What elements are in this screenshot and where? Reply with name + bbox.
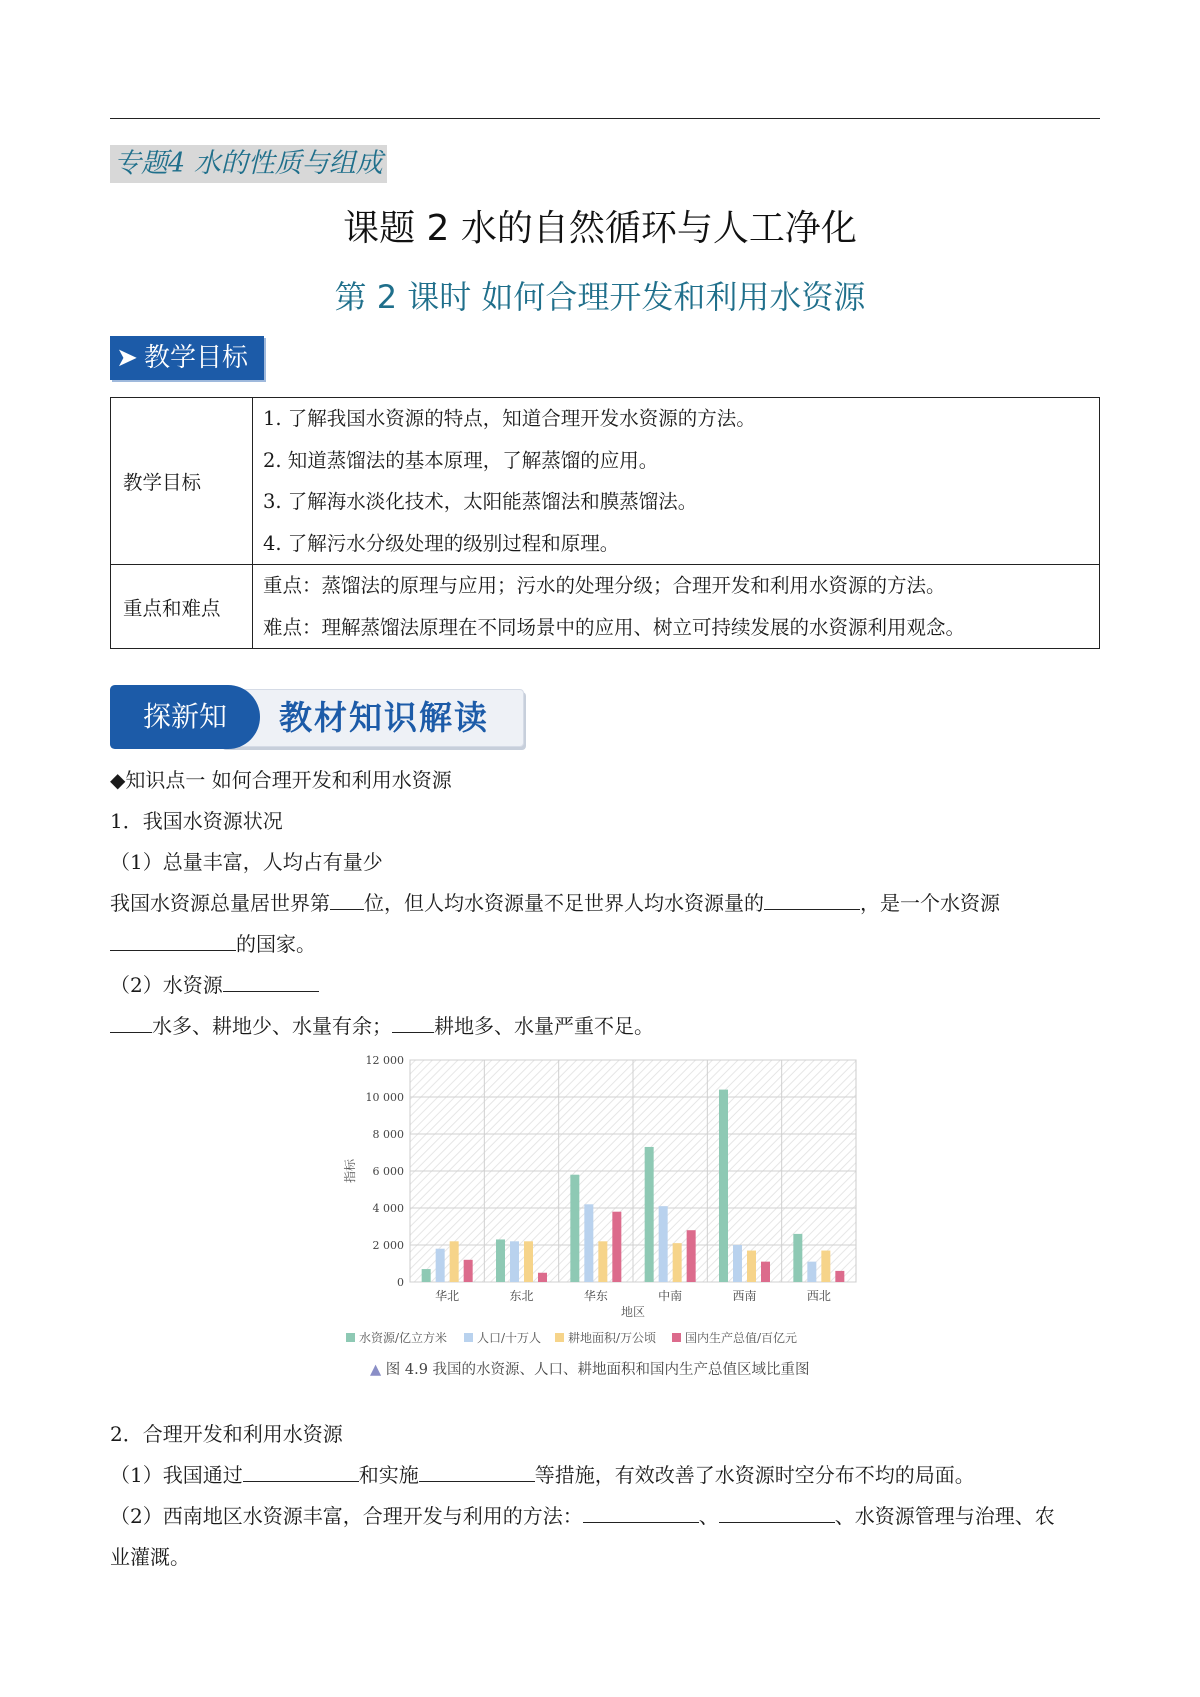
- fill-in-sentence-1: [110, 887, 1000, 916]
- text-segment: ，是一个水资源: [860, 891, 1000, 915]
- objectives-banner: [110, 336, 264, 380]
- chevron-right-icon: ➤: [116, 343, 138, 373]
- topic-tag: 专题4 水的性质与组成: [110, 145, 387, 183]
- goal-line: 3. 了解海水淡化技术，太阳能蒸馏法和膜蒸馏法。: [263, 490, 698, 513]
- bar: [584, 1204, 593, 1282]
- bar: [570, 1175, 579, 1282]
- y-axis-label: 指标: [343, 1158, 357, 1184]
- bar: [821, 1251, 830, 1282]
- text-segment: 、水资源管理与治理、农: [834, 1504, 1055, 1528]
- legend-label: 国内生产总值/百亿元: [685, 1331, 798, 1345]
- bar: [598, 1241, 607, 1282]
- y-tick-label: 4 000: [372, 1202, 404, 1215]
- water-resources-chart: [340, 1050, 880, 1385]
- bar: [807, 1262, 816, 1282]
- text-segment: （2）水资源: [110, 973, 223, 997]
- legend-label: 人口/十万人: [477, 1331, 542, 1345]
- bar: [761, 1262, 770, 1282]
- goals-cell: [253, 398, 1100, 565]
- bar: [510, 1241, 519, 1282]
- goal-line: 1. 了解我国水资源的特点，知道合理开发水资源的方法。: [263, 407, 756, 430]
- header-rule: [110, 118, 1100, 119]
- text-segment: 位，但人均水资源量不足世界人均水资源量的: [364, 891, 764, 915]
- text-segment: （2）西南地区水资源丰富，合理开发与利用的方法：: [110, 1504, 583, 1528]
- bar: [524, 1241, 533, 1282]
- answer-blank[interactable]: [719, 1502, 835, 1523]
- bar: [687, 1230, 696, 1282]
- table-row: [111, 565, 1100, 649]
- objectives-banner-label: 教学目标: [144, 343, 249, 373]
- triangle-icon: ▲: [370, 1362, 382, 1378]
- y-tick-label: 0: [397, 1276, 404, 1289]
- fill-in-sentence-2: [110, 928, 316, 957]
- y-tick-label: 10 000: [365, 1091, 404, 1104]
- answer-blank[interactable]: [764, 889, 860, 910]
- x-tick-label: 华东: [583, 1289, 608, 1303]
- bar: [464, 1260, 473, 1282]
- answer-blank[interactable]: [110, 1012, 152, 1033]
- goal-line: 2. 知道蒸馏法的基本原理，了解蒸馏的应用。: [263, 448, 659, 472]
- answer-blank[interactable]: [419, 1461, 535, 1482]
- knowledge-point-title: ◆知识点一 如何合理开发和利用水资源: [110, 768, 452, 792]
- key-point-line: 重点：蒸馏法的原理与应用；污水的处理分级；合理开发和利用水资源的方法。: [263, 574, 946, 597]
- bar: [673, 1243, 682, 1282]
- legend-swatch: [346, 1333, 355, 1342]
- y-tick-label: 6 000: [372, 1165, 404, 1178]
- y-tick-label: 12 000: [365, 1054, 404, 1067]
- row-label-goals: 教学目标: [111, 398, 253, 565]
- bar: [538, 1273, 547, 1282]
- bar: [719, 1090, 728, 1282]
- answer-blank[interactable]: [583, 1502, 699, 1523]
- text-segment: 和实施: [358, 1463, 419, 1487]
- chart-caption-text: 图 4.9 我国的水资源、人口、耕地面积和国内生产总值区域比重图: [385, 1362, 810, 1378]
- knowledge-banner-left: 探新知: [110, 685, 260, 749]
- text-segment: 的国家。: [236, 932, 316, 956]
- chart-svg: [340, 1050, 880, 1360]
- sub-heading-1: （1）总量丰富，人均占有量少: [110, 850, 383, 874]
- bar: [436, 1249, 445, 1282]
- objectives-table: [110, 397, 1100, 649]
- chart-caption: [370, 1358, 810, 1379]
- y-tick-label: 2 000: [372, 1239, 404, 1252]
- period-title: 第 2 课时 如何合理开发和利用水资源: [334, 278, 866, 316]
- legend-swatch: [464, 1333, 473, 1342]
- legend-swatch: [672, 1333, 681, 1342]
- text-segment: 我国水资源总量居世界第: [110, 891, 330, 915]
- section-heading-2: 2．合理开发和利用水资源: [110, 1422, 343, 1446]
- bar: [659, 1206, 668, 1282]
- difficulty-line: 难点：理解蒸馏法原理在不同场景中的应用、树立可持续发展的水资源利用观念。: [263, 615, 966, 639]
- knowledge-banner-right: [220, 689, 524, 747]
- bar: [496, 1239, 505, 1282]
- x-tick-label: 中南: [658, 1289, 683, 1303]
- lesson-title: 课题 2 水的自然循环与人工净化: [343, 208, 857, 249]
- bar: [450, 1241, 459, 1282]
- bar: [835, 1271, 844, 1282]
- text-segment: （1）我国通过: [110, 1463, 243, 1487]
- bar: [747, 1251, 756, 1282]
- knowledge-banner-title: 教材知识解读: [279, 698, 489, 737]
- x-tick-label: 东北: [509, 1289, 534, 1303]
- bar: [645, 1147, 654, 1282]
- text-segment: 等措施，有效改善了水资源时空分布不均的局面。: [534, 1463, 975, 1487]
- y-tick-label: 8 000: [372, 1128, 404, 1141]
- sub-heading-2: [110, 969, 319, 998]
- answer-blank[interactable]: [110, 930, 236, 951]
- x-tick-label: 华北: [435, 1289, 460, 1303]
- legend-label: 耕地面积/万公顷: [568, 1331, 657, 1345]
- bar: [793, 1234, 802, 1282]
- fill-in-sentence-3: [110, 1010, 654, 1039]
- answer-blank[interactable]: [243, 1461, 359, 1482]
- bar: [733, 1245, 742, 1282]
- x-axis-label: 地区: [620, 1305, 646, 1319]
- x-tick-label: 西北: [806, 1289, 831, 1303]
- legend-label: 水资源/亿立方米: [359, 1331, 448, 1345]
- fill-in-sentence-6: 业灌溉。: [110, 1545, 190, 1569]
- answer-blank[interactable]: [392, 1012, 434, 1033]
- fill-in-sentence-4: [110, 1459, 975, 1488]
- key-points-cell: [253, 565, 1100, 649]
- bar: [612, 1212, 621, 1282]
- section-heading-1: 1．我国水资源状况: [110, 809, 283, 833]
- answer-blank[interactable]: [223, 971, 319, 992]
- knowledge-banner: [110, 685, 522, 749]
- goal-line: 4. 了解污水分级处理的级别过程和原理。: [263, 531, 620, 555]
- text-segment: 水多、耕地少、水量有余；: [152, 1014, 392, 1038]
- legend-swatch: [555, 1333, 564, 1342]
- fill-in-sentence-5: [110, 1500, 1055, 1529]
- text-segment: 、: [698, 1504, 719, 1528]
- text-segment: 耕地多、水量严重不足。: [434, 1014, 654, 1038]
- table-row: [111, 398, 1100, 565]
- answer-blank[interactable]: [330, 889, 364, 910]
- bar: [422, 1269, 431, 1282]
- x-tick-label: 西南: [732, 1289, 757, 1303]
- row-label-key-points: 重点和难点: [111, 565, 253, 649]
